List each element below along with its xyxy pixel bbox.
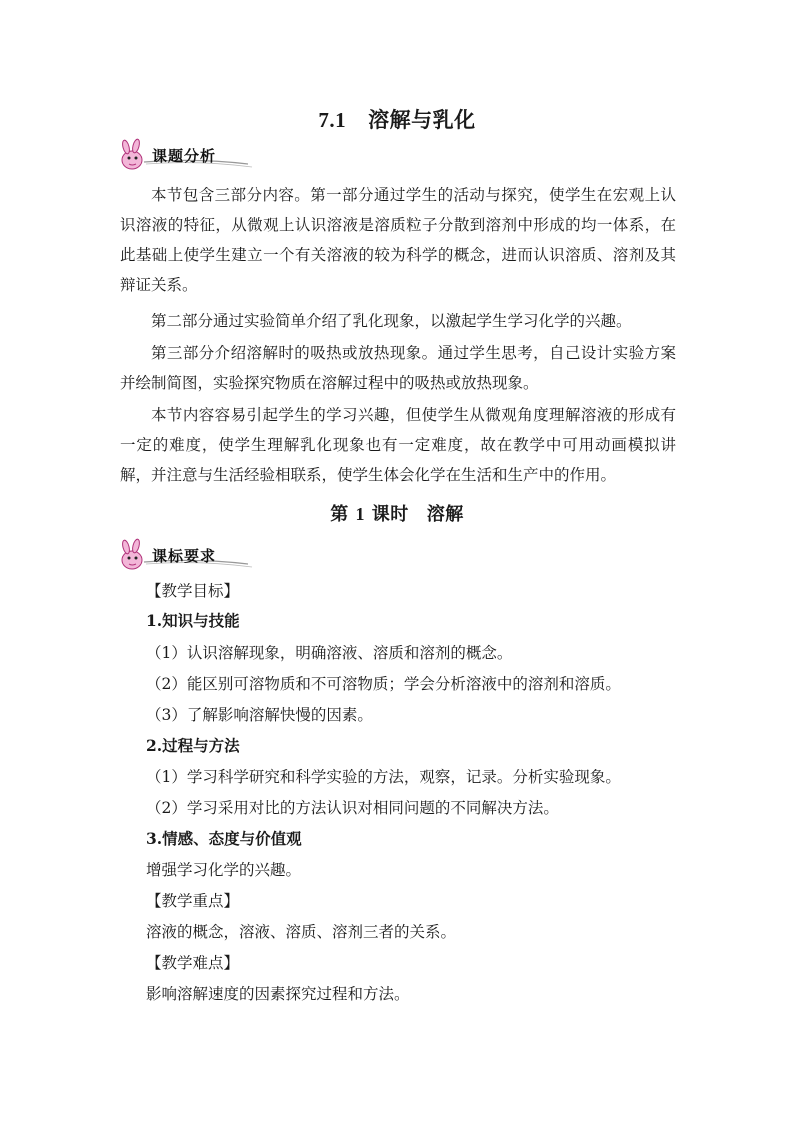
- lesson-title: [0, 500, 794, 526]
- key-points-text: 溶液的概念，溶液、溶质、溶剂三者的关系。: [146, 923, 457, 941]
- title-number: 7.1: [318, 108, 347, 132]
- lesson-name: 溶解: [426, 504, 464, 525]
- paragraph-1: 本节包含三部分内容。第一部分通过学生的活动与探究，使学生在宏观上认识溶液的特征，从微观上认识溶液是溶质粒子分散到溶剂中形成的均一体系，在此基础上使学生建立一个有关溶液的较为科学的概念，进而认识溶质、溶剂及其辩证关系。: [120, 186, 676, 294]
- banner-label: 课标要求: [152, 547, 217, 565]
- lesson-number: 1: [355, 504, 365, 524]
- paragraph-2: 第二部分通过实验简单介绍了乳化现象，以激起学生学习化学的兴趣。: [151, 312, 632, 330]
- objectives-heading: 【教学目标】: [146, 582, 240, 600]
- k2-item-1: （1）学习科学研究和科学实验的方法，观察，记录。分析实验现象。: [146, 768, 621, 786]
- difficulty-heading: 【教学难点】: [146, 954, 240, 972]
- difficulty-text: 影响溶解速度的因素探究过程和方法。: [146, 985, 410, 1003]
- k1-item-3: （3）了解影响溶解快慢的因素。: [146, 706, 373, 724]
- lesson-prefix: 第: [330, 504, 349, 525]
- title-text: 溶解与乳化: [368, 107, 476, 132]
- k1-item-1: （1）认识溶解现象，明确溶液、溶质和溶剂的概念。: [146, 644, 513, 662]
- key-points-heading: 【教学重点】: [146, 892, 240, 910]
- paragraph-3: 第三部分介绍溶解时的吸热或放热现象。通过学生思考，自己设计实验方案并绘制简图，实验探究物质在溶解过程中的吸热或放热现象。: [120, 344, 676, 392]
- emotion-values-heading: 3.情感、态度与价值观: [146, 829, 302, 848]
- section-banner-analysis: [116, 138, 256, 172]
- lesson-suffix: 课时: [371, 504, 409, 525]
- banner-label: 课题分析: [152, 147, 217, 165]
- k2-item-2: （2）学习采用对比的方法认识对相同问题的不同解决方法。: [146, 799, 559, 817]
- k1-item-2: （2）能区别可溶物质和不可溶物质；学会分析溶液中的溶剂和溶质。: [146, 675, 621, 693]
- knowledge-skills-heading: 1.知识与技能: [146, 611, 240, 630]
- section-banner-standards: [116, 538, 256, 572]
- emotion-values-text: 增强学习化学的兴趣。: [146, 861, 302, 879]
- paragraph-4: 本节内容容易引起学生的学习兴趣，但使学生从微观角度理解溶液的形成有一定的难度，使学生理解乳化现象也有一定难度，故在教学中可用动画模拟讲解，并注意与生活经验相联系，使学生体会化学在生活和生产中的作用。: [120, 406, 676, 484]
- page-title: [0, 104, 794, 134]
- process-methods-heading: 2.过程与方法: [146, 736, 240, 755]
